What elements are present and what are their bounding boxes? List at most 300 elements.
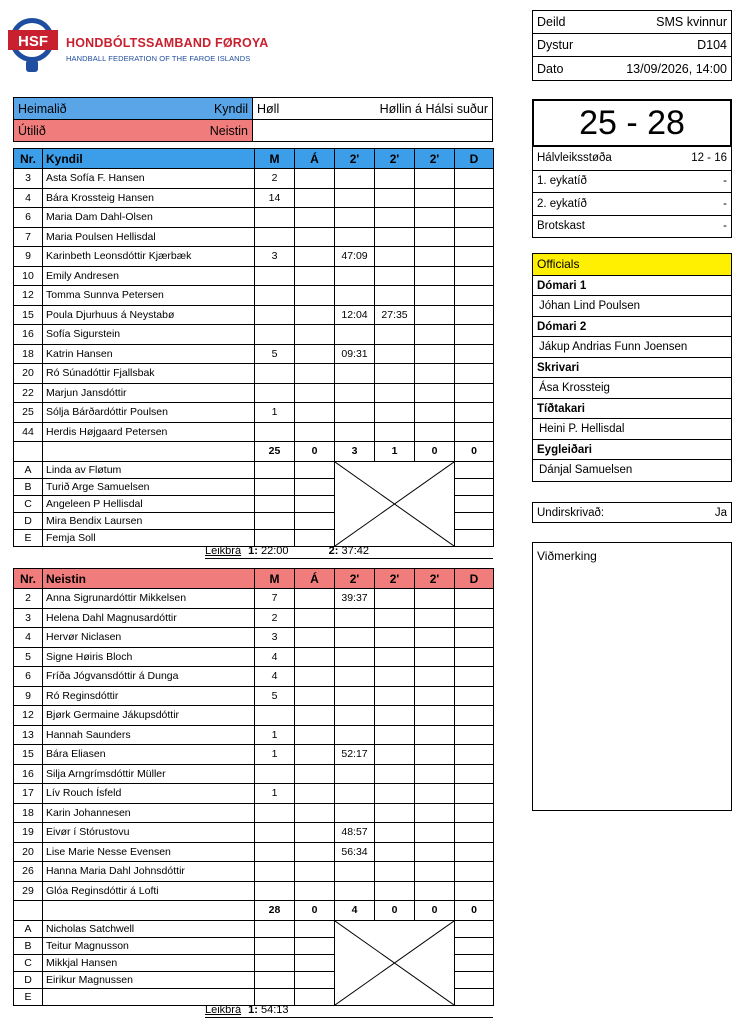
col-suspension-1: 2' xyxy=(335,149,375,169)
player-number: 5 xyxy=(14,647,43,667)
player-stat-s3 xyxy=(415,325,455,345)
player-stat-m xyxy=(255,842,295,862)
player-name: Maria Poulsen Hellisdal xyxy=(43,227,255,247)
federation-logo xyxy=(6,14,269,74)
table-row xyxy=(14,667,494,687)
staff-goal-cell xyxy=(255,478,295,495)
player-stat-s3 xyxy=(415,286,455,306)
player-stat-s2 xyxy=(375,608,415,628)
player-stat-s1 xyxy=(335,169,375,189)
player-stat-s2 xyxy=(375,628,415,648)
staff-goal-cell xyxy=(255,529,295,546)
table-row xyxy=(14,169,494,189)
staff-letter: C xyxy=(14,954,43,971)
table-row xyxy=(14,344,494,364)
player-name: Helena Dahl Magnusardóttir xyxy=(43,608,255,628)
player-number: 22 xyxy=(14,383,43,403)
player-stat-s2 xyxy=(375,188,415,208)
player-stat-s1: 47:09 xyxy=(335,247,375,267)
player-stat-a xyxy=(295,383,335,403)
player-name: Eivør í Stórustovu xyxy=(43,823,255,843)
staff-letter: C xyxy=(14,495,43,512)
player-number: 13 xyxy=(14,725,43,745)
player-stat-d xyxy=(455,188,494,208)
player-stat-s3 xyxy=(415,227,455,247)
player-stat-m: 3 xyxy=(255,628,295,648)
player-number: 20 xyxy=(14,364,43,384)
player-stat-a xyxy=(295,686,335,706)
player-name: Asta Sofía F. Hansen xyxy=(43,169,255,189)
staff-name: Mira Bendix Laursen xyxy=(43,512,255,529)
away-player-table xyxy=(13,568,494,1006)
away-timeouts-label: Leikbrá xyxy=(205,1004,242,1016)
player-stat-d xyxy=(455,628,494,648)
player-stat-d xyxy=(455,266,494,286)
officials-panel xyxy=(532,253,732,482)
player-stat-s2 xyxy=(375,266,415,286)
staff-letter: B xyxy=(14,478,43,495)
staff-goal-cell xyxy=(255,512,295,529)
staff-letter: D xyxy=(14,971,43,988)
staff-letter: E xyxy=(14,988,43,1005)
date-value: 13/09/2026, 14:00 xyxy=(626,61,727,76)
player-stat-m: 5 xyxy=(255,686,295,706)
staff-name: Teitur Magnusson xyxy=(43,937,255,954)
home-timeout2: 37:42 xyxy=(341,545,370,557)
player-stat-s2 xyxy=(375,823,415,843)
player-stat-d xyxy=(455,647,494,667)
staff-row xyxy=(14,461,494,478)
home-player-table xyxy=(13,148,494,547)
player-stat-a xyxy=(295,628,335,648)
officials-header: Officials xyxy=(533,254,731,276)
player-stat-s1 xyxy=(335,608,375,628)
table-row xyxy=(14,403,494,423)
player-stat-a xyxy=(295,188,335,208)
player-name: Hannah Saunders xyxy=(43,725,255,745)
player-stat-m: 7 xyxy=(255,589,295,609)
player-stat-s2 xyxy=(375,364,415,384)
scorer-label: Skrivari xyxy=(533,358,731,378)
player-stat-m xyxy=(255,803,295,823)
table-row xyxy=(14,208,494,228)
player-name: Hanna Maria Dahl Johnsdóttir xyxy=(43,862,255,882)
player-stat-d xyxy=(455,227,494,247)
player-stat-d xyxy=(455,784,494,804)
player-name: Katrin Hansen xyxy=(43,344,255,364)
staff-name: Mikkjal Hansen xyxy=(43,954,255,971)
table-row xyxy=(14,862,494,882)
total-s2: 1 xyxy=(375,442,415,462)
table-row xyxy=(14,803,494,823)
player-stat-s3 xyxy=(415,706,455,726)
player-stat-d xyxy=(455,745,494,765)
player-stat-s3 xyxy=(415,784,455,804)
player-number: 20 xyxy=(14,842,43,862)
player-stat-s1 xyxy=(335,364,375,384)
table-row xyxy=(14,422,494,442)
player-stat-s1: 12:04 xyxy=(335,305,375,325)
staff-letter: B xyxy=(14,937,43,954)
player-stat-s2 xyxy=(375,383,415,403)
halftime-label: Hálvleiksstøða xyxy=(537,152,612,165)
player-stat-s1 xyxy=(335,403,375,423)
player-number: 18 xyxy=(14,803,43,823)
player-stat-m xyxy=(255,764,295,784)
player-stat-a xyxy=(295,169,335,189)
staff-crossed-cell xyxy=(335,920,455,1005)
player-stat-d xyxy=(455,208,494,228)
referee2-name: Jákup Andrias Funn Joensen xyxy=(533,337,731,358)
player-stat-s2 xyxy=(375,745,415,765)
col-goals: M xyxy=(255,569,295,589)
player-name: Karinbeth Leonsdóttir Kjærbæk xyxy=(43,247,255,267)
player-name: Hervør Niclasen xyxy=(43,628,255,648)
player-stat-s2 xyxy=(375,862,415,882)
player-number: 15 xyxy=(14,305,43,325)
staff-disq-cell xyxy=(455,954,494,971)
overtime1-score: - xyxy=(723,175,727,188)
player-number: 2 xyxy=(14,589,43,609)
player-stat-d xyxy=(455,305,494,325)
player-stat-s3 xyxy=(415,881,455,901)
player-stat-s3 xyxy=(415,383,455,403)
player-stat-m xyxy=(255,364,295,384)
player-stat-d xyxy=(455,247,494,267)
staff-warning-cell xyxy=(295,512,335,529)
player-stat-s3 xyxy=(415,725,455,745)
staff-name xyxy=(43,988,255,1005)
staff-row xyxy=(14,920,494,937)
player-stat-m xyxy=(255,227,295,247)
totals-blank xyxy=(14,442,43,462)
staff-disq-cell xyxy=(455,495,494,512)
staff-name: Angeleen P Hellisdal xyxy=(43,495,255,512)
delegate-name: Dánjal Samuelsen xyxy=(539,464,633,476)
staff-disq-cell xyxy=(455,971,494,988)
player-stat-s1 xyxy=(335,881,375,901)
player-number: 10 xyxy=(14,266,43,286)
staff-disq-cell xyxy=(455,988,494,1005)
player-stat-m xyxy=(255,286,295,306)
table-row xyxy=(14,686,494,706)
total-d: 0 xyxy=(455,442,494,462)
away-team-column: Neistin xyxy=(43,569,255,589)
staff-letter: E xyxy=(14,529,43,546)
player-number: 17 xyxy=(14,784,43,804)
player-stat-s2 xyxy=(375,686,415,706)
player-stat-s1 xyxy=(335,227,375,247)
signature-label: Undirskrivað: xyxy=(537,506,605,519)
player-stat-a xyxy=(295,247,335,267)
total-a: 0 xyxy=(295,901,335,921)
table-row xyxy=(14,247,494,267)
table-row xyxy=(14,325,494,345)
player-stat-s1 xyxy=(335,647,375,667)
away-team-name: Neistin xyxy=(209,123,248,138)
total-m: 25 xyxy=(255,442,295,462)
staff-disq-cell xyxy=(455,937,494,954)
staff-warning-cell xyxy=(295,971,335,988)
staff-name: Turið Arge Samuelsen xyxy=(43,478,255,495)
player-stat-s1 xyxy=(335,725,375,745)
player-name: Poula Djurhuus á Neystabø xyxy=(43,305,255,325)
staff-disq-cell xyxy=(455,512,494,529)
player-stat-d xyxy=(455,803,494,823)
player-number: 44 xyxy=(14,422,43,442)
player-number: 12 xyxy=(14,286,43,306)
player-number: 18 xyxy=(14,344,43,364)
delegate-label: Eygleiðari xyxy=(533,440,731,460)
home-team-row xyxy=(13,97,253,120)
home-timeout1: 22:00 xyxy=(260,545,289,557)
player-stat-s3 xyxy=(415,608,455,628)
staff-goal-cell xyxy=(255,971,295,988)
halftime-score: 12 - 16 xyxy=(691,152,727,165)
player-stat-s1 xyxy=(335,325,375,345)
player-stat-a xyxy=(295,881,335,901)
player-stat-a xyxy=(295,266,335,286)
totals-blank xyxy=(14,901,43,921)
home-timeouts xyxy=(205,545,493,559)
player-stat-d xyxy=(455,608,494,628)
player-number: 16 xyxy=(14,325,43,345)
player-stat-s1 xyxy=(335,784,375,804)
home-team-name: Kyndil xyxy=(213,101,248,116)
totals-row xyxy=(14,442,494,462)
home-timeout2-label: 2: xyxy=(328,545,339,557)
staff-warning-cell xyxy=(295,920,335,937)
player-stat-s2 xyxy=(375,667,415,687)
cross-icon xyxy=(335,462,454,546)
staff-name: Femja Soll xyxy=(43,529,255,546)
player-number: 4 xyxy=(14,628,43,648)
player-stat-s2 xyxy=(375,247,415,267)
player-number: 15 xyxy=(14,745,43,765)
player-stat-m: 5 xyxy=(255,344,295,364)
player-stat-d xyxy=(455,706,494,726)
player-stat-s3 xyxy=(415,305,455,325)
player-stat-s1 xyxy=(335,422,375,442)
player-stat-a xyxy=(295,647,335,667)
player-stat-s1 xyxy=(335,383,375,403)
player-stat-s3 xyxy=(415,188,455,208)
away-timeouts xyxy=(205,1004,493,1018)
player-stat-s2 xyxy=(375,881,415,901)
player-stat-s3 xyxy=(415,862,455,882)
player-stat-s2 xyxy=(375,344,415,364)
player-stat-s3 xyxy=(415,247,455,267)
player-stat-d xyxy=(455,286,494,306)
player-stat-s1 xyxy=(335,667,375,687)
player-name: Emily Andresen xyxy=(43,266,255,286)
home-team-column: Kyndil xyxy=(43,149,255,169)
player-stat-s2 xyxy=(375,403,415,423)
final-score: 25 - 28 xyxy=(532,99,732,147)
player-name: Bára Eliasen xyxy=(43,745,255,765)
col-suspension-2: 2' xyxy=(375,149,415,169)
player-stat-a xyxy=(295,364,335,384)
player-stat-s3 xyxy=(415,842,455,862)
player-stat-m: 2 xyxy=(255,608,295,628)
total-s1: 4 xyxy=(335,901,375,921)
player-stat-s3 xyxy=(415,764,455,784)
player-stat-s1: 52:17 xyxy=(335,745,375,765)
col-disqualification: D xyxy=(455,149,494,169)
staff-goal-cell xyxy=(255,954,295,971)
table-row xyxy=(14,745,494,765)
staff-goal-cell xyxy=(255,937,295,954)
staff-disq-cell xyxy=(455,461,494,478)
match-label: Dystur xyxy=(537,38,574,52)
staff-disq-cell xyxy=(455,478,494,495)
table-row xyxy=(14,628,494,648)
player-stat-s3 xyxy=(415,169,455,189)
home-timeout1-label: 1: xyxy=(248,545,258,557)
player-stat-m xyxy=(255,881,295,901)
table-row xyxy=(14,842,494,862)
player-stat-s1 xyxy=(335,686,375,706)
player-stat-m: 14 xyxy=(255,188,295,208)
player-number: 9 xyxy=(14,686,43,706)
player-stat-s2 xyxy=(375,764,415,784)
player-name: Sofía Sigurstein xyxy=(43,325,255,345)
player-stat-s2: 27:35 xyxy=(375,305,415,325)
player-stat-m: 3 xyxy=(255,247,295,267)
away-table-header xyxy=(14,569,494,589)
player-stat-a xyxy=(295,706,335,726)
player-stat-m: 1 xyxy=(255,403,295,423)
player-stat-s3 xyxy=(415,745,455,765)
table-row xyxy=(14,266,494,286)
player-stat-d xyxy=(455,403,494,423)
player-stat-s3 xyxy=(415,686,455,706)
player-stat-s1 xyxy=(335,764,375,784)
referee1-label: Dómari 1 xyxy=(533,276,731,296)
player-stat-m xyxy=(255,325,295,345)
player-name: Marjun Jansdóttir xyxy=(43,383,255,403)
player-stat-m: 4 xyxy=(255,667,295,687)
player-name: Signe Høiris Bloch xyxy=(43,647,255,667)
division-label: Deild xyxy=(537,15,566,29)
timekeeper-label: Tíðtakari xyxy=(533,399,731,419)
signature-row xyxy=(532,502,732,523)
player-stat-m: 1 xyxy=(255,745,295,765)
blank-cell xyxy=(252,119,493,142)
player-stat-m xyxy=(255,305,295,325)
player-stat-d xyxy=(455,823,494,843)
player-stat-d xyxy=(455,383,494,403)
player-stat-s1 xyxy=(335,706,375,726)
player-stat-s3 xyxy=(415,667,455,687)
staff-name: Nicholas Satchwell xyxy=(43,920,255,937)
player-name: Herdis Højgaard Petersen xyxy=(43,422,255,442)
table-row xyxy=(14,647,494,667)
player-stat-a xyxy=(295,862,335,882)
player-stat-d xyxy=(455,169,494,189)
player-stat-s2 xyxy=(375,589,415,609)
hall-name: Høllin á Hálsi suður xyxy=(379,101,488,116)
player-stat-s2 xyxy=(375,784,415,804)
staff-name: Linda av Fløtum xyxy=(43,461,255,478)
player-stat-m xyxy=(255,422,295,442)
away-label: Útilið xyxy=(18,123,46,138)
staff-warning-cell xyxy=(295,529,335,546)
total-a: 0 xyxy=(295,442,335,462)
player-stat-s2 xyxy=(375,725,415,745)
staff-goal-cell xyxy=(255,920,295,937)
team-header xyxy=(13,97,493,143)
player-name: Bjørk Germaine Jákupsdóttir xyxy=(43,706,255,726)
table-row xyxy=(14,227,494,247)
table-row xyxy=(14,589,494,609)
match-number: D104 xyxy=(697,38,727,52)
player-stat-s2 xyxy=(375,842,415,862)
player-stat-s3 xyxy=(415,647,455,667)
player-name: Lív Rouch Ísfeld xyxy=(43,784,255,804)
player-stat-m: 2 xyxy=(255,169,295,189)
player-stat-d xyxy=(455,422,494,442)
home-label: Heimalið xyxy=(18,101,67,116)
date-label: Dato xyxy=(537,61,564,76)
player-stat-a xyxy=(295,305,335,325)
player-stat-a xyxy=(295,589,335,609)
staff-goal-cell xyxy=(255,461,295,478)
player-stat-s1 xyxy=(335,286,375,306)
staff-warning-cell xyxy=(295,937,335,954)
player-name: Bára Krossteig Hansen xyxy=(43,188,255,208)
federation-name: HONDBÓLTSSAMBAND FØROYA xyxy=(66,36,269,50)
player-stat-s3 xyxy=(415,803,455,823)
player-stat-d xyxy=(455,881,494,901)
away-timeout1: 54:13 xyxy=(260,1004,289,1016)
table-row xyxy=(14,286,494,306)
staff-name: Eirikur Magnussen xyxy=(43,971,255,988)
table-row xyxy=(14,706,494,726)
player-stat-a xyxy=(295,725,335,745)
overtime2-label: 2. eykatíð xyxy=(537,197,587,210)
player-stat-d xyxy=(455,364,494,384)
player-stat-s1: 09:31 xyxy=(335,344,375,364)
player-number: 16 xyxy=(14,764,43,784)
referee2-label: Dómari 2 xyxy=(533,317,731,337)
col-suspension-2: 2' xyxy=(375,569,415,589)
total-d: 0 xyxy=(455,901,494,921)
player-stat-s1 xyxy=(335,208,375,228)
remark-box xyxy=(532,542,732,811)
player-stat-s2 xyxy=(375,706,415,726)
player-stat-s3 xyxy=(415,208,455,228)
player-stat-s3 xyxy=(415,422,455,442)
player-stat-s1: 56:34 xyxy=(335,842,375,862)
division-value: SMS kvinnur xyxy=(656,15,727,29)
table-row xyxy=(14,188,494,208)
player-stat-s2 xyxy=(375,208,415,228)
logo-letters: HSF xyxy=(18,33,48,50)
referee1-name: Jóhan Lind Poulsen xyxy=(533,296,731,317)
player-name: Silja Arngrímsdóttir Müller xyxy=(43,764,255,784)
totals-blank xyxy=(43,901,255,921)
cross-icon xyxy=(335,921,454,1005)
player-stat-a xyxy=(295,803,335,823)
player-number: 6 xyxy=(14,208,43,228)
staff-letter: D xyxy=(14,512,43,529)
player-stat-m xyxy=(255,823,295,843)
table-row xyxy=(14,764,494,784)
player-number: 3 xyxy=(14,608,43,628)
player-stat-a xyxy=(295,823,335,843)
staff-warning-cell xyxy=(295,461,335,478)
